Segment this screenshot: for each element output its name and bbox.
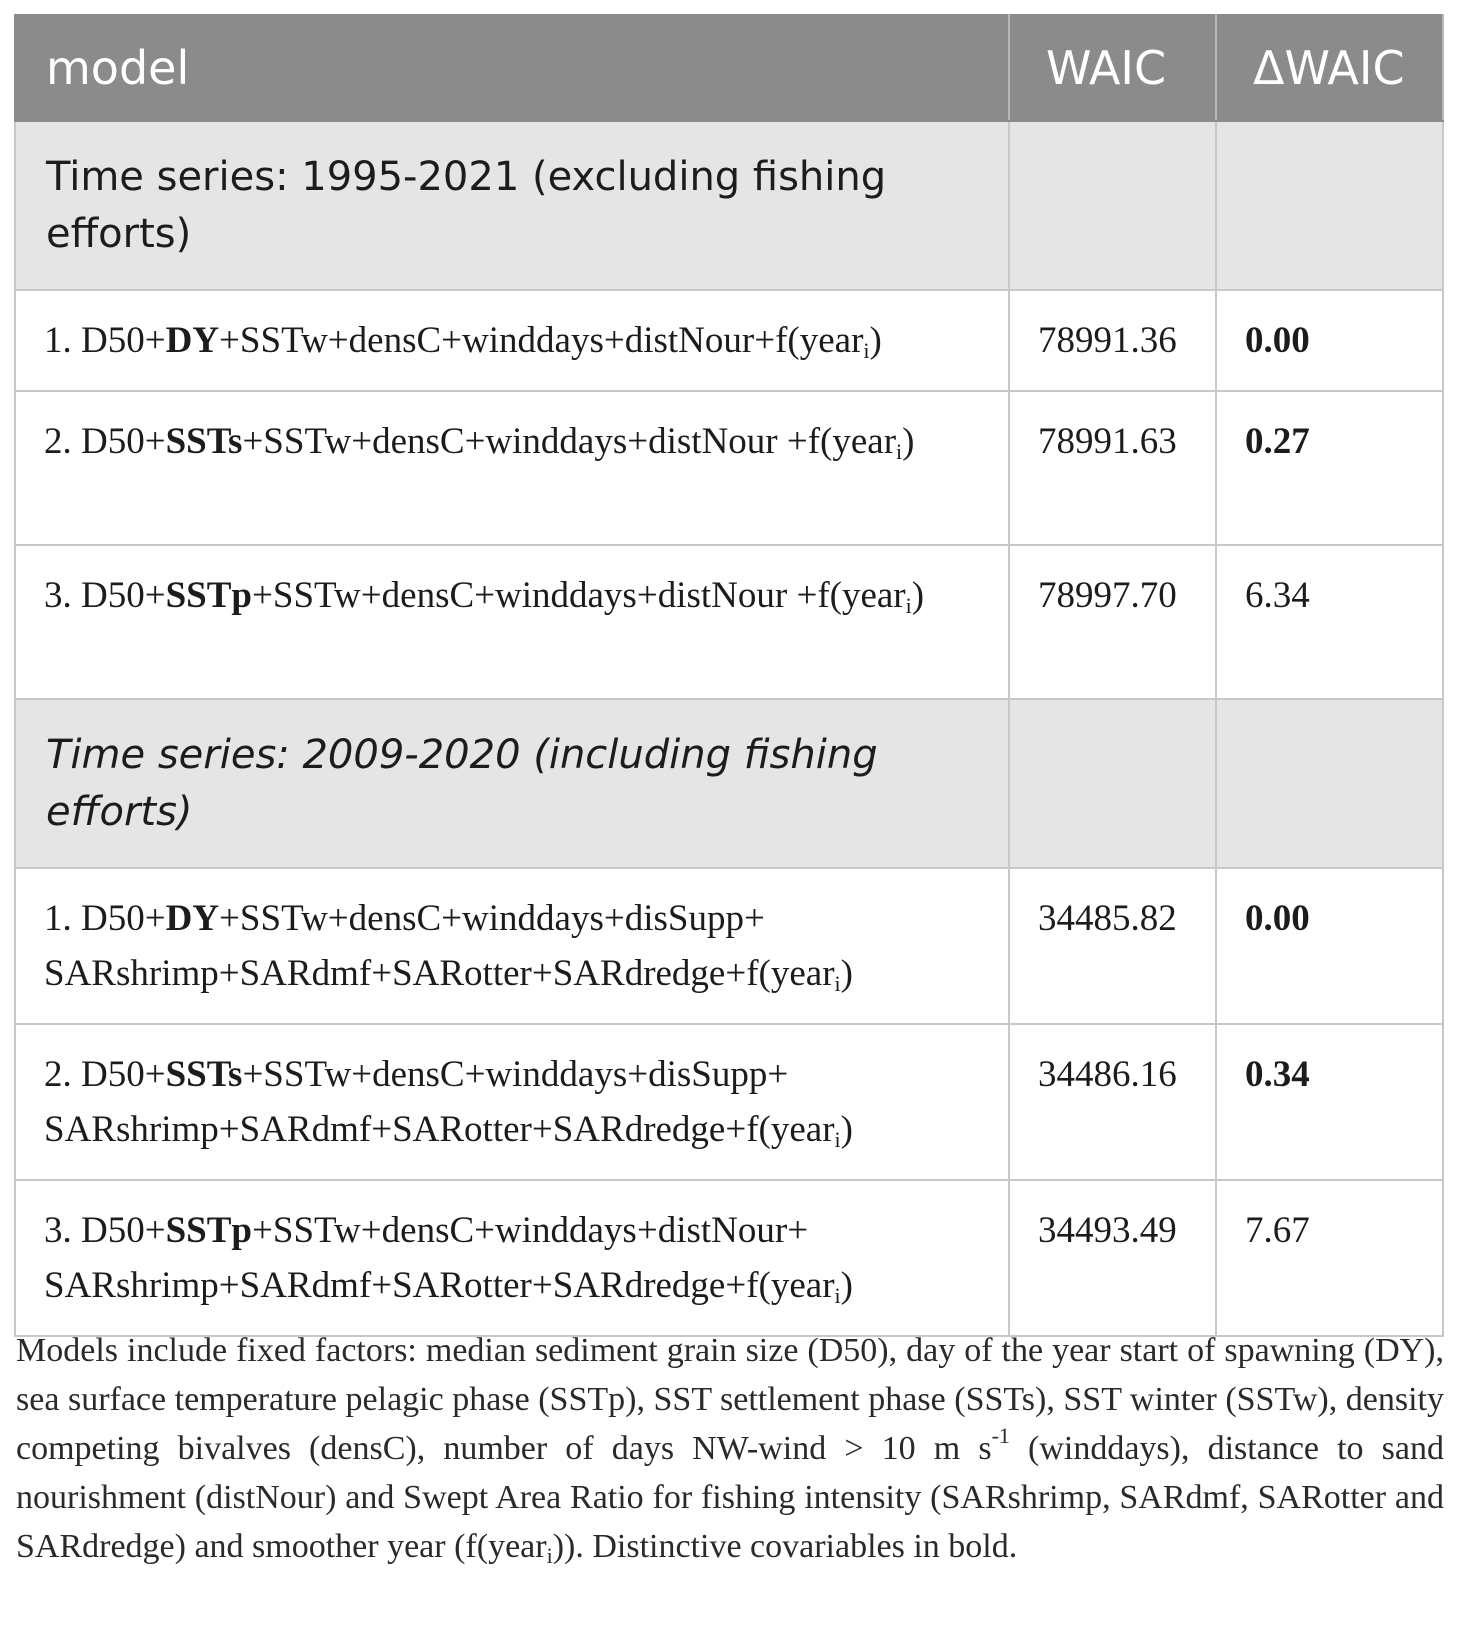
section-title-text: Time series: 1995-2021 (excluding fishing efforts) (46, 154, 887, 257)
delta-waic-value: 0.00 (1216, 290, 1443, 391)
waic-value: 78991.36 (1009, 290, 1216, 391)
delta-waic-value: 0.27 (1216, 391, 1443, 545)
section-title (15, 121, 1009, 290)
section-row-1995-2021 (15, 121, 1443, 290)
table-row (15, 290, 1443, 391)
header-model: model (15, 15, 1009, 121)
section-title-text: Time series: 2009-2020 (including fishing efforts) (46, 732, 878, 835)
table-row (15, 1180, 1443, 1336)
model-comparison-table (14, 14, 1444, 1337)
section-row-2009-2020 (15, 699, 1443, 868)
waic-value: 34485.82 (1009, 868, 1216, 1024)
model-formula: 1. D50+DY+SSTw+densC+winddays+disSupp+ SARshrimp+SARdmf+SARotter+SARdredge+f(year$_i$) (15, 868, 1009, 1024)
table-row (15, 1024, 1443, 1180)
empty-cell (1216, 121, 1443, 290)
section-title (15, 699, 1009, 868)
table-header-row (15, 15, 1443, 121)
table-row (15, 868, 1443, 1024)
empty-cell (1009, 699, 1216, 868)
model-formula: 3. D50+SSTp+SSTw+densC+winddays+distNour+ SARshrimp+SARdmf+SARotter+SARdredge+f(year$_i$) (15, 1180, 1009, 1336)
waic-value: 78991.63 (1009, 391, 1216, 545)
model-formula: 2. D50+SSTs+SSTw+densC+winddays+distNour +f(year$_i$) (15, 391, 1009, 545)
delta-waic-value: 7.67 (1216, 1180, 1443, 1336)
delta-waic-value: 0.34 (1216, 1024, 1443, 1180)
delta-waic-value: 6.34 (1216, 545, 1443, 699)
header-delta-waic: ΔWAIC (1216, 15, 1443, 121)
waic-value: 34493.49 (1009, 1180, 1216, 1336)
waic-value: 78997.70 (1009, 545, 1216, 699)
waic-value: 34486.16 (1009, 1024, 1216, 1180)
delta-waic-value: 0.00 (1216, 868, 1443, 1024)
model-formula: 1. D50+DY+SSTw+densC+winddays+distNour+f(year$_i$) (15, 290, 1009, 391)
table-footnote: Models include fixed factors: median sediment grain size (D50), day of the year start of spawning (DY), sea surface temperature pelagic phase (SSTp), SST settlement phase (SSTs), SST winter (SSTw), density competing bivalves (densC), number of days NW-wind > 10 m $s^{-1}$ (winddays), distance to sand nourishment (distNour) and Swept Area Ratio for fishing intensity (SARshrimp, SARdmf, SARotter and SARdredge) and smoother year (f(year$_i$)). Distinctive covariables in bold. (16, 1332, 1444, 1568)
table-row (15, 545, 1443, 699)
header-waic: WAIC (1009, 15, 1216, 121)
table-row (15, 391, 1443, 545)
empty-cell (1009, 121, 1216, 290)
empty-cell (1216, 699, 1443, 868)
model-comparison-table-container (14, 14, 1442, 1337)
model-formula: 3. D50+SSTp+SSTw+densC+winddays+distNour +f(year$_i$) (15, 545, 1009, 699)
model-formula: 2. D50+SSTs+SSTw+densC+winddays+disSupp+ SARshrimp+SARdmf+SARotter+SARdredge+f(year$_i$) (15, 1024, 1009, 1180)
